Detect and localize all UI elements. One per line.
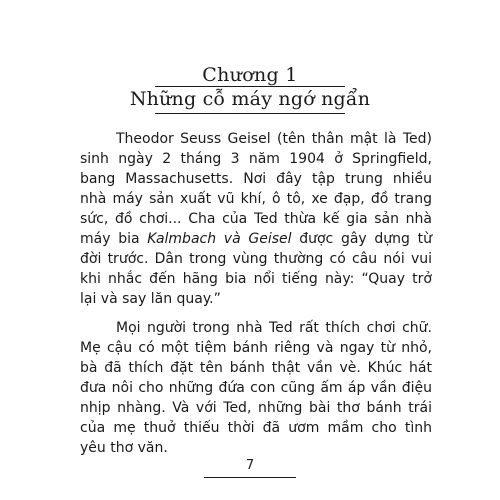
paragraph-line: sinh ngày 2 tháng 3 năm 1904 ở Springfield, [80,151,432,167]
chapter-title: Những cỗ máy ngớ ngẩn [129,88,371,110]
paragraph-line: của mẹ thuở thiếu thời đã ươm mầm cho tình [80,420,432,436]
chapter-title-divider-bottom [155,113,345,114]
paragraph-line: Theodor Seuss Geisel (tên thân mật là Ted) [116,131,432,147]
paragraph-line: sức, đồ chơi... Cha của Ted thừa kế gia sản nhà [80,211,432,227]
paragraph-line: lại và say lăn quay.” [80,291,221,307]
brewery-name: Kalmbach và Geisel [147,231,292,247]
paragraph-line: đời trước. Dân trong vùng thường có câu nói vui [80,251,432,267]
paragraph-line: yêu thơ văn. [80,440,168,456]
paragraph-line: nhà máy sản xuất vũ khí, ô tô, xe đạp, đồ trang [80,191,432,207]
chapter-number: Chương 1 [202,64,298,86]
paragraph-line: đưa nôi cho những đứa con cũng ấm áp vần điệu [80,380,432,396]
paragraph-1 [80,129,432,309]
chapter-body-text [80,129,432,458]
paragraph-line: Mẹ cậu có một tiệm bánh riêng và ngay từ nhỏ, [80,340,432,356]
chapter-title-divider-top [155,86,345,87]
paragraph-line: Mọi người trong nhà Ted rất thích chơi chữ. [116,320,432,336]
page-number: 7 [245,458,255,473]
page-number-divider [204,477,296,478]
paragraph-2 [80,318,432,458]
paragraph-line: bà đã thích đặt tên bánh thật vần vè. Khúc hát [80,360,432,376]
paragraph-line: bang Massachusetts. Nơi đây tập trung nhiều [80,171,432,187]
paragraph-line: nhịp nhàng. Và với Ted, những bài thơ bánh trái [80,400,432,416]
paragraph-line: khi nhắc đến hãng bia nổi tiếng này: “Quay trở [80,271,432,287]
paragraph-line: máy bia Kalmbach và Geisel được gây dựng từ [80,231,432,247]
